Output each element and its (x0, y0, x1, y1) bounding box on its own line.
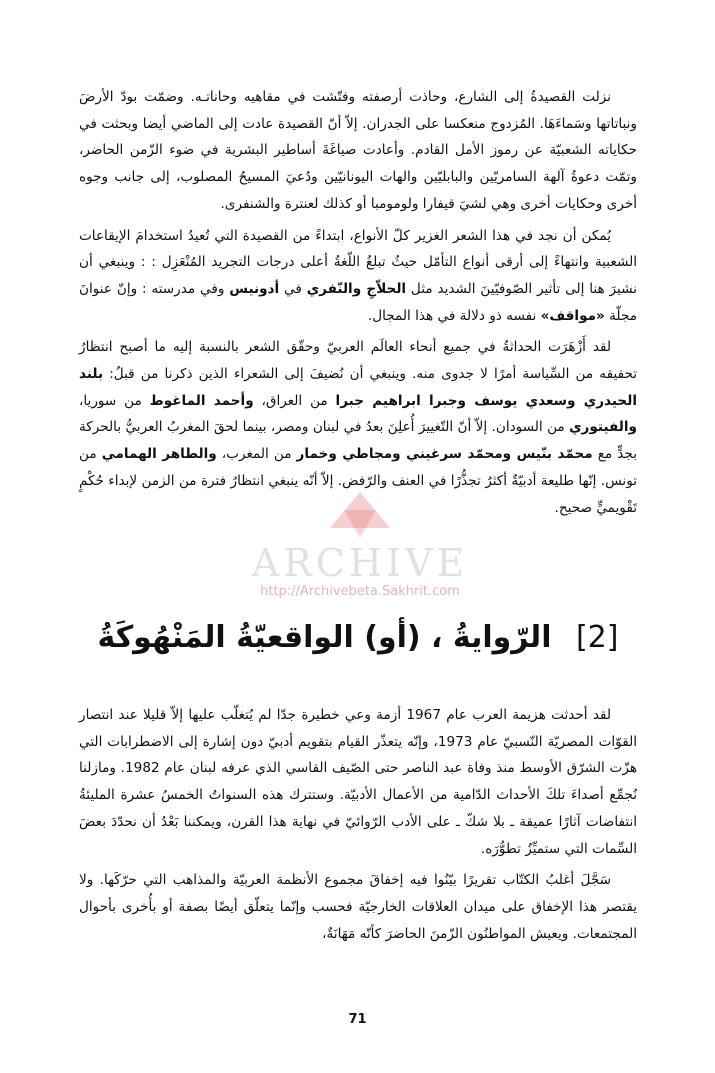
watermark-brand: ARCHIVE (251, 541, 469, 585)
page-number: 71 (348, 1012, 367, 1027)
text-run: يُمكن أن نجد في هذا الشعر الغزير كلّ الأنواع، ابتداءً من القصيدة التي تُعيدُ استخدامَ الإيقاعات الشعبية وانتهاءً إلى أرقى أنواع التأمّل حيثُ تبلغُ اللّغةُ أعلى درجات التجريد المُنْعَزِل : : وينبغي أن نشيرَ هنا إلى تأثير الصّوفيّينَ الشديد مثل (79, 227, 637, 297)
heading-title: الرّوايةُ ، (أو) الواقعيّةُ المَنْهُوكَةُ (97, 620, 552, 655)
text-run: من المغرب، (216, 446, 297, 463)
text-run: وفي مدرسته : وإنّ عنوانَ مجلّة (79, 280, 637, 324)
paragraph (79, 334, 637, 521)
paragraph (79, 702, 637, 862)
heading-number: [2] (575, 620, 619, 655)
text-run: نزلت القصيدةُ إلى الشارع، وحاذت أرصفته وفتّشت في مقاهيه وحاناتـه. وضمّت بودّ الأرضَ ونباتاتها وسَماءَهَا. المُزدوج منعكسا على الجدران. إلاّ أنّ القصيدة عادت إلى الماضي أيضا وبحثت في حكاياته الشعبيّة عن رموز الأمل القادم. وأعادت صياغَةَ أساطير البشرية في ضوء الزّمن الحاضر، وتمّت دعوةُ آلهة السامريّين والبابليّين والهات اليونانيّين ودُعيَ المسيحُ المصلوب، إلى جانب وجوه أخرى وحكايات أخرى وهي لشيَ قيفارا ولومومبا أو كذلك لعنترة والشنفرى. (79, 89, 637, 212)
text-run: سَجَّلَ أغلبُ الكتّاب تقريرًا بيّنُوا فيه إخفاقَ مجموع الأنظمة العربيّة والمذاهب التي حرّكَها. ولا يقتصر هذا الإخفاق على ميدان العلاقات الخارجيّة فحسب وإنّما يتعلّق أيضًا بصفة أو بأُخرى بأحوال المجتمعات. ويعيش المواطنُون الزّمنَ الحاضرَ كأنّه مَهَانَةٌ، (79, 872, 637, 942)
paragraph (79, 867, 637, 947)
bold-name: «مواقف» (540, 307, 605, 324)
bold-name: بلند الحيدري وسعدي يوسف وجبرا ابراهيم جبرا (79, 366, 637, 409)
section-two-text (79, 702, 637, 947)
bold-name: الحلاّجِ والنّفري (306, 280, 407, 297)
bold-name: محمّد بنّيس ومحمّد سرغيني ومجاطي وخمار (296, 446, 593, 463)
text-run: من تونس. إنّها طليعة أدبيّةٌ أكثرُ تجذُّرًا في العنف والرّفض. إلاّ أنّه ينبغي انتظارُ فترة من الزمن لإبداء حُكْمٍ تَقْويميٍّ صحيح. (79, 446, 637, 516)
section-one-text (79, 84, 637, 521)
watermark-url: http://Archivebeta.Sakhrit.com (260, 584, 460, 599)
bold-name: وأحمد الماغوط (149, 392, 254, 409)
paragraph (79, 223, 637, 330)
bold-name: والطاهر الهمامي (101, 446, 217, 463)
bold-name: والفيتوري (569, 419, 637, 436)
text-run: من السودان. إلاّ أنّ التّغييرَ أُعلِنَ بعدُ في لبنان ومصر، بينما لحقَ المغربُ العربيُّ بالحركة بجدٍّ مع (79, 419, 637, 463)
text-run: من سوريا، (79, 392, 150, 409)
text-run: نفسه ذو دلالة في هذا المجال. (367, 307, 541, 324)
bold-name: أدونيس (229, 280, 280, 297)
text-run: من العراق، (253, 392, 336, 409)
text-run: في (279, 280, 307, 297)
paragraph (79, 84, 637, 218)
chapter-heading (79, 618, 637, 658)
text-run: لقد أَزْهَرَت الحداثةُ في جميع أنحاء العالَم العربيّ وحقّق الشعر بالنسبة إليه ما أصبح انتظارُ تحقيقه من السِّياسة أمرًا لا جدوى منه. وينبغي أن نُضيفَ إلى الشعراء الذين ذكرنا من قبلُ: (79, 339, 637, 383)
text-run: لقد أحدثت هزيمة العرب عام 1967 أزمة وعي خطيرة جدّا لم يُتغلّب عليها إلاّ قليلا عند انتصار القوّات المصريّة النّسبيّ عام 1973، وإنّه يتعذّر القيام بتقويم أدبيّ دون إشارة إلى الاضطرابات التي هزّت الشرّق الأوسط منذ وفاة عبد الناصر حتى الصّيف القاسي الذي عرفه لبنان عام 1982. ومازلنا نُجمِّع أصداءَ تلكَ الأحداث الدّامية من الأعمال الأدبيّة. وستترك هذه السنواتُ الخمسُ عشرة المليئةُ انتفاضات آثارًا عميقة ـ بلا شكّ ـ على الأدب الرّوائيّ في نهاية هذا القرن، ويمكننا بَعْدُ أن نحدّدَ بعضَ السِّمات التي ستميِّزُ تطوُّرَه. (79, 707, 637, 857)
